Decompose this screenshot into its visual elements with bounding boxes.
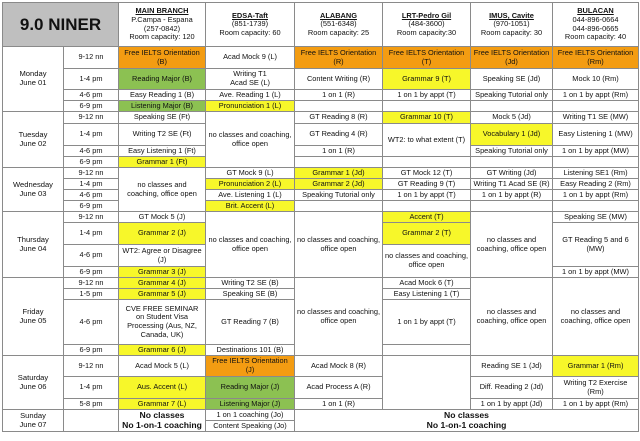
day-label-tuesday xyxy=(3,112,64,168)
time-slot: 5-8 pm xyxy=(64,399,119,410)
branch-address: P.Campa - Espana xyxy=(131,14,193,24)
empty-cell xyxy=(383,356,471,410)
schedule-cell: 1 on 1 by appt (R) xyxy=(471,190,553,201)
schedule-cell: Ave. Reading 1 (L) xyxy=(206,90,295,101)
time-slot: 6-9 pm xyxy=(64,201,119,212)
schedule-cell: 1 on 1 by appt (MW) xyxy=(553,146,639,157)
time-slot: 1-4 pm xyxy=(64,124,119,146)
schedule-cell: Easy Listening 1 (Ft) xyxy=(119,146,206,157)
time-slot: 1-4 pm xyxy=(64,377,119,399)
schedule-cell: 1 on 1 by appt (Rm) xyxy=(553,190,639,201)
schedule-cell: Grammar 10 (T) xyxy=(383,112,471,124)
schedule-cell: Easy Listening 1 (MW) xyxy=(553,124,639,146)
schedule-cell: Speaking SE (Ft) xyxy=(119,112,206,124)
branch-phone: (970-1051) xyxy=(493,19,530,29)
schedule-cell: GT Mock 9 (L) xyxy=(206,168,295,179)
time-slot: 9-12 nn xyxy=(64,278,119,289)
day-label-monday xyxy=(3,47,64,112)
schedule-cell: Free IELTS Orientation (J) xyxy=(206,356,295,377)
schedule-cell: Writing T2 SE (B) xyxy=(206,278,295,289)
schedule-cell: Ave. Listening 1 (L) xyxy=(206,190,295,201)
schedule-cell: Speaking Tutorial only xyxy=(295,190,383,201)
schedule-cell: 1 on 1 by appt (MW) xyxy=(553,267,639,278)
time-slot: 9-12 nn xyxy=(64,112,119,124)
schedule-cell: Speaking SE (B) xyxy=(206,289,295,300)
branch-capacity: Room capacity: 40 xyxy=(564,32,627,42)
schedule-cell: Destinations 101 (B) xyxy=(206,345,295,356)
schedule-cell: Pronunciation 2 (L) xyxy=(206,179,295,190)
branch-capacity: Room capacity: 30 xyxy=(480,27,543,37)
day-name: Tuesday xyxy=(18,129,48,139)
branch-name: EDSA-Taft xyxy=(232,10,268,20)
time-slot: 1-4 pm xyxy=(64,179,119,190)
time-slot: 4-6 pm xyxy=(64,245,119,267)
day-name: Friday xyxy=(22,306,44,316)
empty-cell xyxy=(383,101,471,112)
schedule-cell: Aus. Accent (L) xyxy=(119,377,206,399)
schedule-cell: Grammar 3 (J) xyxy=(119,267,206,278)
branch-capacity: Room capacity: 25 xyxy=(307,27,370,37)
schedule-cell: GT Reading 5 and 6 (MW) xyxy=(553,223,639,267)
day-name: Saturday xyxy=(17,372,49,382)
branch-phone-2: 044-896-0665 xyxy=(572,23,619,33)
empty-cell xyxy=(383,157,471,168)
time-slot: 6-9 pm xyxy=(64,157,119,168)
schedule-cell: Easy Reading 1 (B) xyxy=(119,90,206,101)
schedule-cell: Writing T1 SE (MW) xyxy=(553,112,639,124)
cell-line: No classes xyxy=(444,409,489,420)
empty-cell xyxy=(295,201,383,212)
schedule-cell: Reading Major (B) xyxy=(119,69,206,90)
schedule-cell: Grammar 2 (Jd) xyxy=(295,179,383,190)
branch-phone: (551-6348) xyxy=(320,19,357,29)
schedule-cell: GT Reading 8 (R) xyxy=(295,112,383,124)
schedule-cell: Easy Listening 1 (T) xyxy=(383,289,471,300)
day-date: June 04 xyxy=(19,243,47,253)
schedule-cell: 1 on 1 (R) xyxy=(295,90,383,101)
schedule-cell: Acad Mock 8 (R) xyxy=(295,356,383,377)
sunday-main-note xyxy=(119,410,206,432)
closed-cell: no classes and coaching, office open xyxy=(119,168,206,212)
branch-header-alabang xyxy=(295,3,383,47)
time-slot: 6-9 pm xyxy=(64,345,119,356)
schedule-cell: GT Reading 7 (B) xyxy=(206,300,295,345)
time-slot: 9-12 nn xyxy=(64,356,119,377)
schedule-cell: Grammar 5 (J) xyxy=(119,289,206,300)
branch-header-main xyxy=(119,3,206,47)
branch-header-bulacan xyxy=(553,3,639,47)
time-slot: 1-4 pm xyxy=(64,69,119,90)
branch-capacity: Room capacity:30 xyxy=(396,27,457,37)
closed-cell: no classes and coaching, office open xyxy=(471,212,553,278)
schedule-cell: Grammar 1 (Ft) xyxy=(119,157,206,168)
schedule-cell: Reading SE 1 (Jd) xyxy=(471,356,553,377)
schedule-cell xyxy=(206,69,295,90)
day-name: Wednesday xyxy=(13,179,53,189)
schedule-cell: GT Reading 9 (T) xyxy=(383,179,471,190)
empty-cell xyxy=(383,345,471,356)
schedule-cell: Grammar 1 (Rm) xyxy=(553,356,639,377)
time-slot: 4-6 pm xyxy=(64,190,119,201)
branch-header-imus xyxy=(471,3,553,47)
schedule-cell: 1 on 1 (R) xyxy=(295,399,383,410)
cell-line: No classes xyxy=(139,409,185,420)
schedule-cell: GT Mock 12 (T) xyxy=(383,168,471,179)
schedule-cell: Grammar 7 (L) xyxy=(119,399,206,410)
schedule-cell: Mock 5 (Jd) xyxy=(471,112,553,124)
schedule-cell: Content Writing (R) xyxy=(295,69,383,90)
time-slot: 1-4 pm xyxy=(64,223,119,245)
empty-cell xyxy=(471,201,553,212)
schedule-cell: Diff. Reading 2 (Jd) xyxy=(471,377,553,399)
closed-cell: no classes and coaching, office open xyxy=(295,278,383,356)
schedule-cell: 1 on 1 by appt (T) xyxy=(383,300,471,345)
branch-name: BULACAN xyxy=(577,6,614,16)
schedule-cell: Writing T2 Exercise (Rm) xyxy=(553,377,639,399)
time-slot: 9-12 nn xyxy=(64,47,119,69)
time-slot: 4-6 pm xyxy=(64,146,119,157)
closed-cell: no classes and coaching, office open xyxy=(206,212,295,278)
schedule-cell: Grammar 1 (Jd) xyxy=(295,168,383,179)
cell-line: No 1-on-1 coaching xyxy=(426,419,507,430)
schedule-cell: Listening Major (B) xyxy=(119,101,206,112)
branch-name: IMUS, Cavite xyxy=(489,10,534,20)
closed-cell: no classes and coaching, office open xyxy=(295,212,383,278)
schedule-cell: Listening SE1 (Rm) xyxy=(553,168,639,179)
branch-capacity: Room capacity: 120 xyxy=(129,32,195,42)
schedule-cell: Reading Major (J) xyxy=(206,377,295,399)
day-date: June 05 xyxy=(19,315,47,325)
schedule-cell: Speaking Tutorial only xyxy=(471,90,553,101)
schedule-cell: Grammar 2 (T) xyxy=(383,223,471,245)
schedule-cell: Speaking Tutorial only xyxy=(471,146,553,157)
schedule-cell: Speaking SE (MW) xyxy=(553,212,639,223)
schedule-cell: Pronunciation 1 (L) xyxy=(206,101,295,112)
schedule-cell: GT Writing (Jd) xyxy=(471,168,553,179)
schedule-cell: CVE FREE SEMINAR on Student Visa Processing (Aus, NZ, Canada, UK) xyxy=(119,300,206,345)
time-slot: 9-12 nn xyxy=(64,212,119,223)
day-label-saturday xyxy=(3,356,64,410)
schedule-cell: 1 on 1 by appt (Jd) xyxy=(471,399,553,410)
branch-header-lrt xyxy=(383,3,471,47)
day-date: June 07 xyxy=(19,419,47,429)
schedule-cell: 1 on 1 by appt (T) xyxy=(383,190,471,201)
schedule-cell: Grammar 4 (J) xyxy=(119,278,206,289)
schedule-cell: Free IELTS Orientation (T) xyxy=(383,47,471,69)
schedule-cell: Vocabulary 1 (Jd) xyxy=(471,124,553,146)
schedule-table xyxy=(2,2,639,432)
closed-cell: no classes and coaching, office open xyxy=(471,278,553,356)
day-name: Monday xyxy=(19,69,47,79)
time-slot: 6-9 pm xyxy=(64,267,119,278)
schedule-cell: Easy Reading 2 (Rm) xyxy=(553,179,639,190)
branch-header-edsa xyxy=(206,3,295,47)
schedule-cell: Free IELTS Orientation (B) xyxy=(119,47,206,69)
branch-name: LRT-Pedro Gil xyxy=(401,10,452,20)
schedule-cell: Free IELTS Orientation (Rm) xyxy=(553,47,639,69)
schedule-cell: 1 on 1 by appt (T) xyxy=(383,90,471,101)
day-label-thursday xyxy=(3,212,64,278)
schedule-cell: Brit. Accent (L) xyxy=(206,201,295,212)
schedule-cell: Grammar 2 (J) xyxy=(119,223,206,245)
empty-cell xyxy=(295,101,383,112)
schedule-cell: Acad Mock 5 (L) xyxy=(119,356,206,377)
empty-cell xyxy=(471,101,553,112)
schedule-cell: Listening Major (J) xyxy=(206,399,295,410)
schedule-cell: Writing T1 Acad SE (R) xyxy=(471,179,553,190)
branch-name: MAIN BRANCH xyxy=(135,6,189,16)
schedule-cell: WT2: Agree or Disagree (J) xyxy=(119,245,206,267)
time-slot: 4-6 pm xyxy=(64,90,119,101)
schedule-cell: Accent (T) xyxy=(383,212,471,223)
schedule-cell: Free IELTS Orientation (Jd) xyxy=(471,47,553,69)
time-slot: 1-5 pm xyxy=(64,289,119,300)
branch-phone: 044-896-0664 xyxy=(572,14,619,24)
branch-phone: (851-1739) xyxy=(231,19,269,29)
day-name: Sunday xyxy=(20,410,46,420)
branch-capacity: Room capacity: 60 xyxy=(219,27,281,37)
branch-phone: (257-0842) xyxy=(143,23,181,33)
schedule-cell: Content Speaking (Jo) xyxy=(206,421,295,432)
schedule-cell: Free IELTS Orientation (R) xyxy=(295,47,383,69)
schedule-cell: GT Mock 5 (J) xyxy=(119,212,206,223)
empty-cell xyxy=(471,157,553,168)
branch-name: ALABANG xyxy=(320,10,357,20)
time-slot: 6-9 pm xyxy=(64,101,119,112)
time-slot: 4-6 pm xyxy=(64,300,119,345)
closed-cell: no classes and coaching, office open xyxy=(206,112,295,168)
schedule-cell: Mock 10 (Rm) xyxy=(553,69,639,90)
empty-cell xyxy=(64,410,119,432)
day-label-wednesday xyxy=(3,168,64,212)
branch-phone: (484-3600) xyxy=(408,19,445,29)
schedule-cell: Acad Process A (R) xyxy=(295,377,383,399)
schedule-cell: WT2: to what extent (T) xyxy=(383,124,471,157)
schedule-cell: Writing T2 SE (Ft) xyxy=(119,124,206,146)
schedule-cell: 1 on 1 by appt (Rm) xyxy=(553,90,639,101)
schedule-cell: Acad Mock 9 (L) xyxy=(206,47,295,69)
empty-cell xyxy=(295,157,383,168)
empty-cell xyxy=(383,201,471,212)
empty-cell xyxy=(553,157,639,168)
closed-cell: no classes and coaching, office open xyxy=(383,245,471,278)
schedule-cell: 1 on 1 (R) xyxy=(295,146,383,157)
day-date: June 02 xyxy=(19,138,47,148)
empty-cell xyxy=(553,201,639,212)
day-date: June 01 xyxy=(19,78,47,87)
cell-line: Acad SE (L) xyxy=(230,78,270,87)
brand-title: 9.0 NINER xyxy=(3,3,119,47)
schedule-cell: GT Reading 4 (R) xyxy=(295,124,383,146)
schedule-cell: Grammar 9 (T) xyxy=(383,69,471,90)
time-slot: 9-12 nn xyxy=(64,168,119,179)
day-date: June 03 xyxy=(19,188,47,198)
schedule-cell: 1 on 1 by appt (Rm) xyxy=(553,399,639,410)
sunday-closed-note xyxy=(295,410,639,432)
empty-cell xyxy=(553,101,639,112)
day-label-friday xyxy=(3,278,64,356)
closed-cell: no classes and coaching, office open xyxy=(553,278,639,356)
schedule-cell: 1 on 1 coaching (Jo) xyxy=(206,410,295,421)
schedule-cell: Grammar 6 (J) xyxy=(119,345,206,356)
cell-line: No 1-on-1 coaching xyxy=(122,419,202,430)
schedule-cell: Speaking SE (Jd) xyxy=(471,69,553,90)
day-label-sunday xyxy=(3,410,64,432)
cell-line: Writing T1 xyxy=(233,69,267,79)
schedule-cell: Acad Mock 6 (T) xyxy=(383,278,471,289)
day-name: Thursday xyxy=(17,234,49,244)
day-date: June 06 xyxy=(19,381,47,391)
